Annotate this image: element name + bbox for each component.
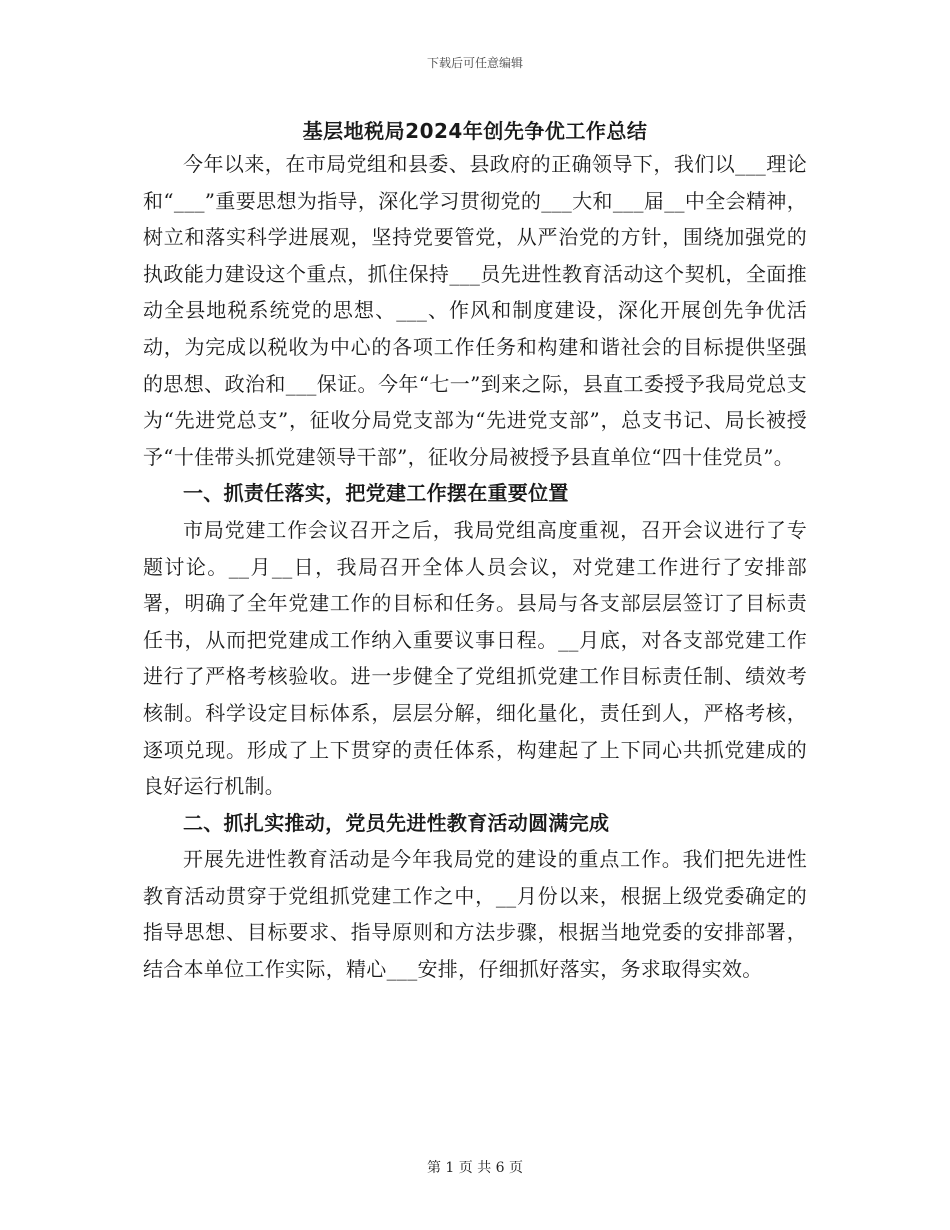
section-2-heading: 二、抓扎实推动，党员先进性教育活动圆满完成 [183,810,610,835]
section-2-paragraph: 开展先进性教育活动是今年我局党的建设的重点工作。我们把先进性教育活动贯穿于党组抓党建工作之中，__月份以来，根据上级党委确定的指导思想、目标要求、指导原则和方法步骤，根据当地党委的安排部署，结合本单位工作实际，精心___安排，仔细抓好落实，务求取得实效。 [143,847,807,982]
section-1-heading: 一、抓责任落实，把党建工作摆在重要位置 [183,481,569,506]
intro-paragraph: 今年以来，在市局党组和县委、县政府的正确领导下，我们以___理论和“___”重要思想为指导，深化学习贯彻党的___大和___届__中全会精神，树立和落实科学进展观，坚持党要管党，从严治党的方针，围绕加强党的执政能力建设这个重点，抓住保持___员先进性教育活动这个契机，全面推动全县地税系统党的思想、___、作风和制度建设，深化开展创先争优活动，为完成以税收为中心的各项工作任务和构建和谐社会的目标提供坚强的思想、政治和___保证。今年“七一”到来之际，县直工委授予我局党总支为“先进党总支”，征收分局党支部为“先进党支部”，总支书记、局长被授予“十佳带头抓党建领导干部”，征收分局被授予县直单位“四十佳党员”。 [143,152,807,469]
section-1-paragraph: 市局党建工作会议召开之后，我局党组高度重视，召开会议进行了专题讨论。__月__日，我局召开全体人员会议，对党建工作进行了安排部署，明确了全年党建工作的目标和任务。县局与各支部层层签订了目标责任书，从而把党建成工作纳入重要议事日程。__月底，对各支部党建工作进行了严格考核验收。进一步健全了党组抓党建工作目标责任制、绩效考核制。科学设定目标体系，层层分解，细化量化，责任到人，严格考核，逐项兑现。形成了上下贯穿的责任体系，构建起了上下同心共抓党建成的良好运行机制。 [143,517,807,799]
page-footer: 第 1 页 共 6 页 [426,1160,524,1176]
document-body [143,146,807,988]
document-title: 基层地税局2024年创先争优工作总结 [302,119,648,143]
header-note: 下载后可任意编辑 [426,56,523,70]
